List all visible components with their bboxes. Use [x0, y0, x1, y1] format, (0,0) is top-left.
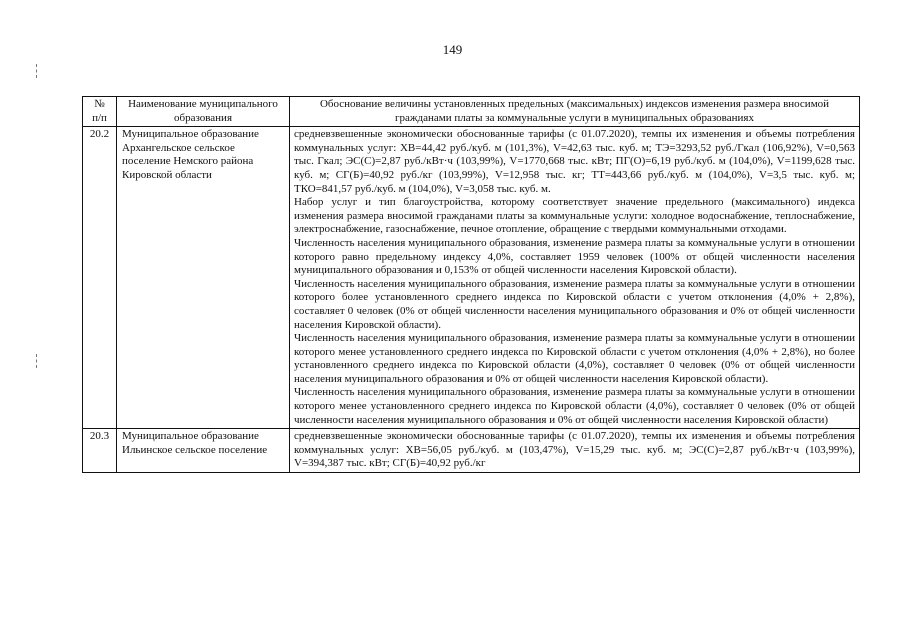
- justification-paragraph: Численность населения муниципального образования, изменение размера платы за коммунальные услуги в отношении которого менее установленного среднего индекса по Кировской области (4,0%), составляет 0 человек (0% от общей численности населения муниципального образования и 0% от общей численности населения Кировской области): [294, 386, 855, 426]
- justification-paragraph: средневзвешенные экономически обоснованные тарифы (с 01.07.2020), темпы их изменения и объемы потребления коммунальных услуг: ХВ=56,05 руб./куб. м (103,47%), V=15,29 тыс. куб. м; ЭС(С)=2,87 руб./кВт·ч (103,99%), V=394,387 тыс. кВт; СГ(Б)=40,92 руб./кг: [294, 430, 855, 470]
- justification-paragraph: Численность населения муниципального образования, изменение размера платы за коммунальные услуги в отношении которого равно предельному индексу 4,0%, составляет 1959 человек (100% от общей численности населения муниципального образования и 0,153% от общей численности населения Кировской области).: [294, 236, 855, 277]
- binding-margin-mark: [36, 64, 37, 78]
- tariff-justification-table: [82, 96, 860, 473]
- justification-paragraph: Набор услуг и тип благоустройства, которому соответствует значение предельного (максимального) индекса изменения размера вносимой гражданами платы за коммунальные услуги: холодное водоснабжение, теплоснабжение, электроснабжение, газоснабжение, печное отопление, обращение с твердыми коммунальными отходами.: [294, 196, 855, 236]
- binding-margin-mark: [36, 354, 37, 368]
- table-row: [83, 429, 860, 473]
- page-number: 149: [442, 42, 463, 57]
- row-number: 20.3: [83, 429, 117, 473]
- municipality-name: Муниципальное образование Ильинское сельское поселение: [117, 429, 290, 473]
- justification-text: [290, 127, 860, 429]
- header-municipality-name: Наименование муниципального образования: [117, 97, 290, 127]
- justification-paragraph: средневзвешенные экономически обоснованные тарифы (с 01.07.2020), темпы их изменения и объемы потребления коммунальных услуг: ХВ=44,42 руб./куб. м (101,3%), V=42,63 тыс. куб. м; ТЭ=3293,52 руб./Гкал (106,92%), V=0,563 тыс. Гкал; ЭС(С)=2,87 руб./кВт·ч (103,99%), V=1770,668 тыс. кВт; ПГ(О)=6,19 руб./куб. м (104,0%), V=1199,628 тыс. куб. м; СГ(Б)=40,92 руб./кг (103,99%), V=12,958 тыс. кг; ТТ=443,66 руб./куб. м (104,0%), V=3,5 тыс. куб. м; ТКО=841,57 руб./куб. м (104,0%), V=3,058 тыс. куб. м.: [294, 128, 855, 195]
- header-number: № п/п: [83, 97, 117, 127]
- table-header-row: [83, 97, 860, 127]
- header-justification: Обоснование величины установленных предельных (максимальных) индексов изменения размера вносимой гражданами платы за коммунальные услуги в муниципальных образованиях: [290, 97, 860, 127]
- justification-paragraph: Численность населения муниципального образования, изменение размера платы за коммунальные услуги в отношении которого менее установленного среднего индекса по Кировской области с учетом отклонения (4,0% + 2,8%), но более установленного среднего индекса по Кировской области (4,0%), составляет 0 человек (0% от общей численности населения муниципального образования и 0% от общей численности населения Кировской области).: [294, 332, 855, 385]
- table-row: [83, 127, 860, 429]
- row-number: 20.2: [83, 127, 117, 429]
- justification-text: [290, 429, 860, 473]
- justification-paragraph: Численность населения муниципального образования, изменение размера платы за коммунальные услуги в отношении которого более установленного среднего индекса по Кировской области с учетом отклонения (4,0% + 2,8%), составляет 0 человек (0% от общей численности населения муниципального образования и 0% от общей численности населения Кировской области).: [294, 277, 855, 331]
- municipality-name: Муниципальное образование Архангельское сельское поселение Немского района Кировской области: [117, 127, 290, 429]
